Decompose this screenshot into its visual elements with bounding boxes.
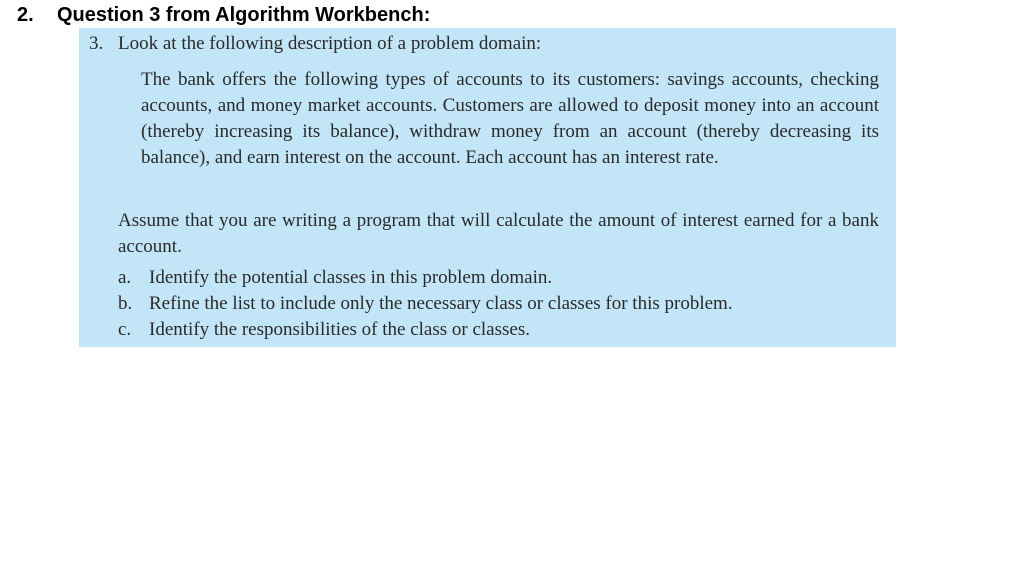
page-heading xyxy=(17,3,430,27)
list-item xyxy=(118,317,733,343)
task-list xyxy=(118,265,733,343)
item-marker: a. xyxy=(118,267,132,288)
item-text: Identify the potential classes in this problem domain. xyxy=(149,267,553,288)
problem-description: The bank offers the following types of accounts to its customers: savings accounts, checking accounts, and money market accounts. Customers are allowed to deposit money into an account (thereby increasing its balance), withdraw money from an account (thereby decreasing its balance), and earn interest on the account. Each account has an interest rate. xyxy=(141,69,879,168)
heading-text: Question 3 from Algorithm Workbench: xyxy=(57,4,431,26)
item-marker: c. xyxy=(118,319,132,340)
question-number: 3. xyxy=(89,33,104,54)
item-text: Identify the responsibilities of the class or classes. xyxy=(149,319,530,340)
item-marker: b. xyxy=(118,293,133,314)
list-item xyxy=(118,265,733,291)
list-item xyxy=(118,291,733,317)
question-panel xyxy=(79,28,896,347)
question-line xyxy=(89,31,541,57)
heading-number: 2. xyxy=(17,4,34,26)
assumption-text: Assume that you are writing a program that will calculate the amount of interest earned for a bank account. xyxy=(118,210,879,257)
item-text: Refine the list to include only the necessary class or classes for this problem. xyxy=(149,293,733,314)
question-text: Look at the following description of a problem domain: xyxy=(118,33,542,54)
